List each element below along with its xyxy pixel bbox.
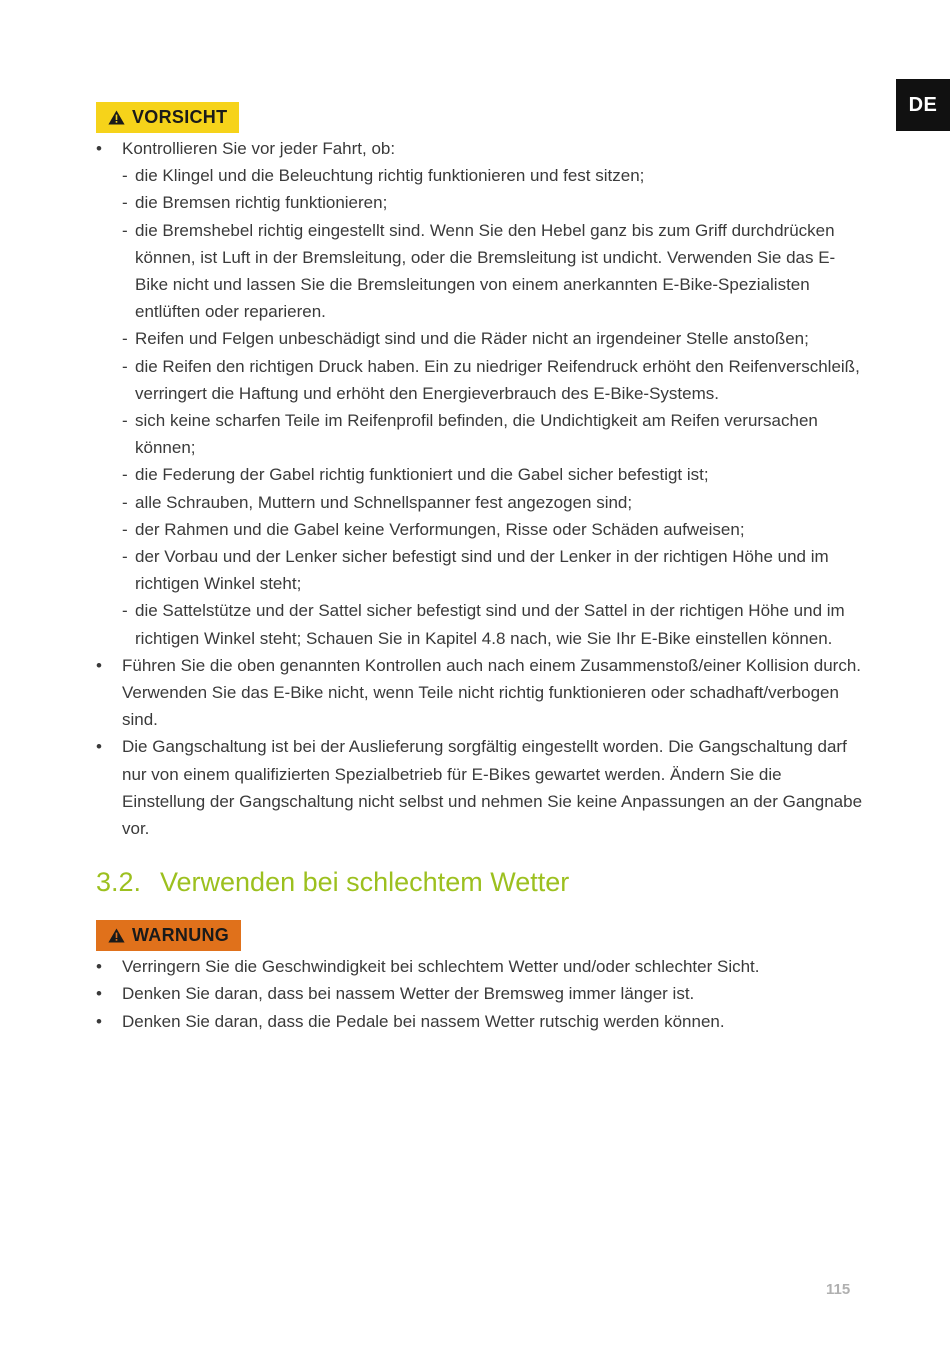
caution-label: VORSICHT — [132, 107, 228, 127]
warning-list — [96, 953, 866, 1035]
page-number: 115 — [826, 1281, 851, 1298]
warning-label: WARNUNG — [132, 925, 230, 946]
checklist-item: - die Sattelstütze und der Sattel sicher befestigt sind und der Sattel in der richtigen Höhe und im richtigen Winkel steht; Schauen Sie in Kapitel 4.8 nach, wie Sie Ihr E-Bike einstellen können. — [122, 601, 845, 648]
bullet-icon: • — [96, 655, 102, 675]
caution-list — [96, 135, 866, 842]
list-item — [96, 1008, 866, 1035]
checklist-item: - die Klingel und die Beleuchtung richtig funktionieren und fest sitzen; — [122, 166, 645, 186]
bullet-icon: • — [96, 984, 102, 1004]
bullet-icon: • — [96, 139, 102, 158]
list-item-text: Verringern Sie die Geschwindigkeit bei schlechtem Wetter und/oder schlechter Sicht. — [122, 957, 760, 977]
list-item — [96, 980, 866, 1007]
bullet-icon: • — [96, 737, 102, 757]
bullet-icon: • — [96, 957, 102, 977]
list-item-text: Führen Sie die oben genannten Kontrollen auch nach einem Zusammenstoß/einer Kollision durch. Verwenden Sie das E-Bike nicht, wenn Teile nicht richtig funktionieren oder schadhaft/verbogen sind. — [122, 655, 862, 730]
bullet-icon: • — [96, 1011, 102, 1031]
list-item — [96, 652, 866, 734]
checklist-item: - die Federung der Gabel richtig funktioniert und die Gabel sicher befestigt ist; — [122, 465, 709, 485]
checklist — [122, 162, 866, 652]
checklist-item: - die Bremshebel richtig eingestellt sind. Wenn Sie den Hebel ganz bis zum Griff durchdrücken können, ist Luft in der Bremsleitung, oder die Bremsleitung ist undicht. Verwenden Sie das E-Bike nicht und lassen Sie die Bremsleitungen von einem anerkannten E-Bike-Spezialisten entlüften oder reparieren. — [122, 220, 836, 322]
warning-badge — [96, 920, 241, 951]
list-item-text: Denken Sie daran, dass die Pedale bei nassem Wetter rutschig werden können. — [122, 1011, 725, 1031]
page-content — [96, 102, 866, 1035]
language-tab: DE — [896, 79, 950, 131]
checklist-item: - die Bremsen richtig funktionieren; — [122, 193, 388, 213]
caution-badge — [96, 102, 239, 133]
section-title: Verwenden bei schlechtem Wetter — [160, 867, 570, 898]
list-item-text: Denken Sie daran, dass bei nassem Wetter der Bremsweg immer länger ist. — [122, 984, 695, 1004]
checklist-item: - sich keine scharfen Teile im Reifenprofil befinden, die Undichtigkeit am Reifen verursachen können; — [122, 411, 818, 458]
checklist-item: - alle Schrauben, Muttern und Schnellspanner fest angezogen sind; — [122, 492, 633, 512]
warning-triangle-icon — [108, 928, 125, 943]
checklist-item: - die Reifen den richtigen Druck haben. Ein zu niedriger Reifendruck erhöht den Reifenverschleiß, verringert die Haftung und erhöht den Energieverbrauch des E-Bike-Systems. — [122, 356, 860, 403]
warning-triangle-icon — [108, 110, 125, 125]
checklist-item: - der Vorbau und der Lenker sicher befestigt sind und der Lenker in der richtigen Höhe und im richtigen Winkel steht; — [122, 547, 829, 594]
checklist-item: - der Rahmen und die Gabel keine Verformungen, Risse oder Schäden aufweisen; — [122, 519, 745, 539]
list-item-text: Die Gangschaltung ist bei der Auslieferung sorgfältig eingestellt worden. Die Gangschaltung darf nur von einem qualifizierten Spezialbetrieb für E-Bikes gewartet werden. Ändern Sie die Einstellung der Gangschaltung nicht selbst und nehmen Sie keine Anpassungen an der Gangnabe vor. — [122, 737, 863, 839]
list-item — [96, 953, 866, 980]
list-item — [96, 733, 866, 842]
section-number: 3.2. — [96, 867, 142, 898]
section-heading — [96, 862, 866, 902]
list-item — [96, 135, 866, 652]
checklist-item: - Reifen und Felgen unbeschädigt sind und die Räder nicht an irgendeiner Stelle anstoßen; — [122, 329, 809, 349]
list-item-text: Kontrollieren Sie vor jeder Fahrt, ob: — [122, 139, 396, 158]
